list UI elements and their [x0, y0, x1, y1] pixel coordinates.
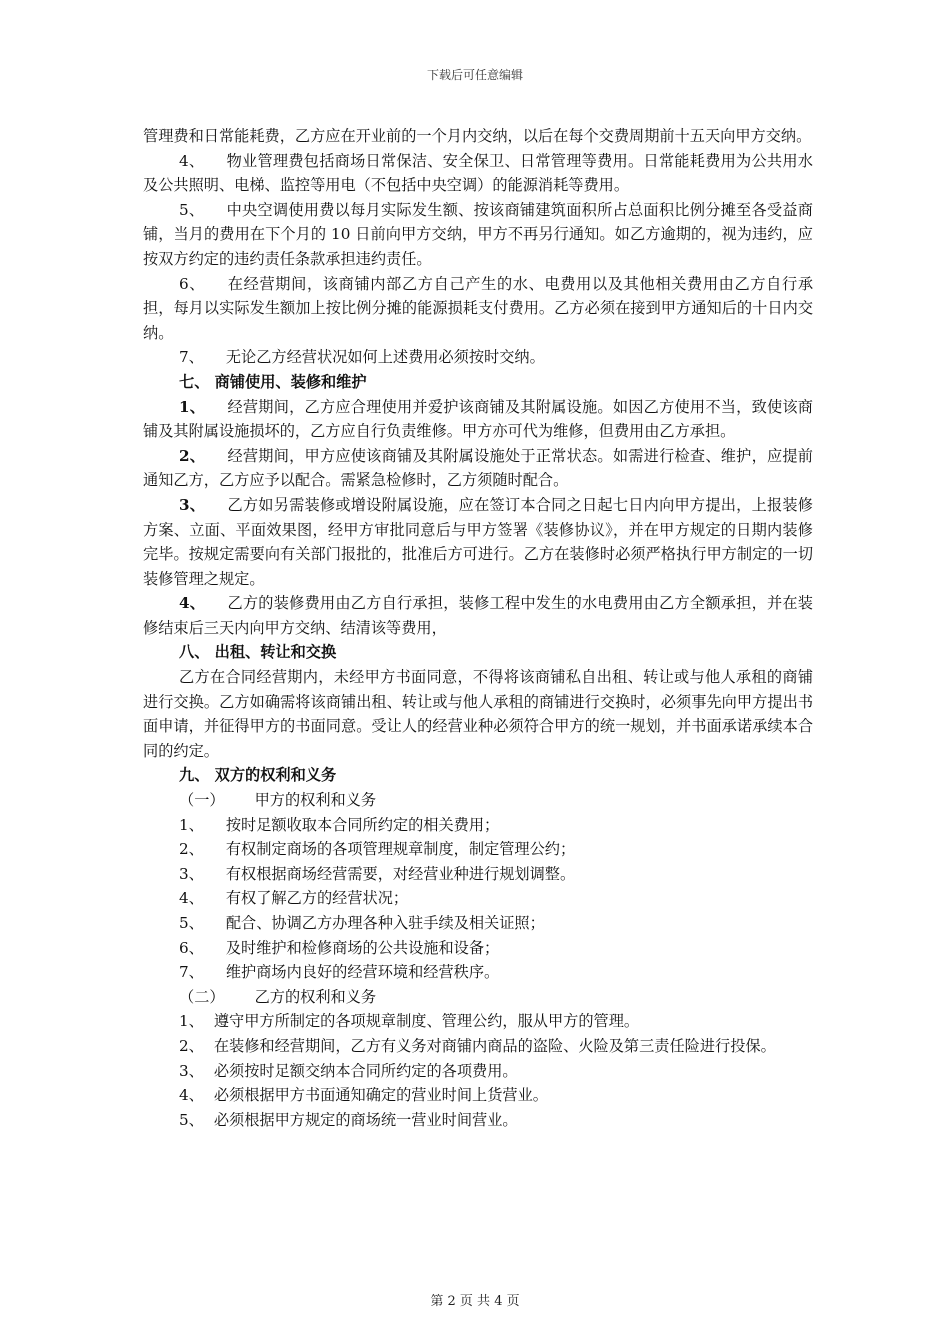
clause-text: 在经营期间，该商铺内部乙方自己产生的水、电费用以及其他相关费用由乙方自行承担，每月以实际发生额加上按比例分摊的能源损耗支付费用。乙方必须在接到甲方通知后的十日内交纳。 [143, 274, 814, 342]
page-header: 下载后可任意编辑 [426, 68, 523, 82]
item-text: 配合、协调乙方办理各种入驻手续及相关证照； [225, 914, 545, 932]
item-text: 必须根据甲方书面通知确定的营业时间上货营业。 [213, 1086, 548, 1105]
list-item [143, 960, 813, 985]
list-item [143, 813, 813, 838]
clause-8: 乙方在合同经营期内，未经甲方书面同意，不得将该商铺私自出租、转让或与他人承租的商铺进行交换。乙方如确需将该商铺出租、转让或与他人承租的商铺进行交换时，必须事先向甲方提出书面申请，并征得甲方的书面同意。受让人的经营业种必须符合甲方的统一规划，并书面承诺承续本合同的约定。 [143, 668, 813, 760]
item-number: 6、 [179, 938, 204, 957]
subsection-heading-9b [143, 985, 813, 1010]
clause-6-4 [143, 149, 813, 198]
clause-7-3 [143, 493, 813, 591]
list-item [143, 1034, 813, 1059]
document-body [143, 124, 813, 1132]
clause-text: 乙方的装修费用由乙方自行承担，装修工程中发生的水电费用由乙方全额承担，并在装修结束后三天内向甲方交纳、结清该等费用， [143, 594, 813, 637]
list-item [143, 1009, 813, 1034]
section-heading-7: 七、 商铺使用、装修和维护 [179, 372, 367, 391]
clause-number: 3、 [179, 495, 206, 514]
item-number: 3、 [179, 1061, 204, 1080]
item-number: 7、 [179, 963, 204, 982]
clause-number: 7、 [179, 348, 204, 367]
list-item [143, 1059, 813, 1084]
subsection-title: 乙方的权利和义务 [254, 987, 377, 1006]
clause-text: 中央空调使用费以每月实际发生额、按该商铺建筑面积所占总面积比例分摊至各受益商铺，当月的费用在下个月的 10 日前向甲方交纳，甲方不再另行通知。如乙方逾期的，视为违约，应按双方约定的违约责任条款承担违约责任。 [143, 200, 813, 268]
item-number: 5、 [179, 1110, 204, 1129]
clause-7-2 [143, 444, 813, 493]
item-number: 5、 [179, 914, 204, 932]
clause-text: 经营期间，甲方应使该商铺及其附属设施处于正常状态。如需进行检查、维护，应提前通知乙方，乙方应予以配合。需紧急检修时，乙方须随时配合。 [143, 446, 813, 490]
clause-text: 无论乙方经营状况如何上述费用必须按时交纳。 [225, 348, 545, 367]
clause-number: 1、 [179, 397, 206, 416]
item-text: 在装修和经营期间，乙方有义务对商铺内商品的盗险、火险及第三责任险进行投保。 [213, 1036, 776, 1055]
clause-text: 物业管理费包括商场日常保洁、安全保卫、日常管理等费用。日常能耗费用为公共用水及公共照明、电梯、监控等用电（不包括中央空调）的能源消耗等费用。 [143, 151, 813, 195]
clause-number: 4、 [179, 151, 205, 170]
clause-number: 2、 [179, 446, 206, 465]
list-item [143, 911, 813, 936]
clause-number: 6、 [179, 274, 206, 293]
section-heading-9: 九、 双方的权利和义务 [179, 766, 337, 785]
item-number: 2、 [179, 840, 204, 859]
list-item [143, 886, 813, 911]
list-item [143, 1083, 813, 1108]
item-text: 及时维护和检修商场的公共设施和设备； [225, 938, 500, 957]
item-text: 必须按时足额交纳本合同所约定的各项费用。 [213, 1061, 518, 1080]
item-number: 4、 [179, 889, 204, 908]
clause-text: 乙方如另需装修或增设附属设施，应在签订本合同之日起七日内向甲方提出，上报装修方案、立面、平面效果图，经甲方审批同意后与甲方签署《装修协议》，并在甲方规定的日期内装修完毕。按规定需要向有关部门报批的，批准后方可进行。乙方在装修时必须严格执行甲方制定的一切装修管理之规定。 [143, 495, 813, 588]
subsection-number: （二） [179, 987, 225, 1006]
paragraph: 管理费和日常能耗费，乙方应在开业前的一个月内交纳，以后在每个交费周期前十五天向甲方交纳。 [143, 127, 812, 145]
item-text: 有权根据商场经营需要，对经营业种进行规划调整。 [225, 864, 576, 883]
item-number: 2、 [179, 1036, 204, 1055]
item-text: 遵守甲方所制定的各项规章制度、管理公约，服从甲方的管理。 [213, 1012, 640, 1031]
list-item [143, 837, 813, 862]
list-item [143, 936, 813, 961]
clause-6-7 [143, 345, 813, 370]
subsection-number: （一） [179, 791, 225, 810]
clause-6-6 [143, 272, 813, 346]
item-number: 4、 [179, 1086, 204, 1105]
item-text: 必须根据甲方规定的商场统一营业时间营业。 [213, 1110, 518, 1129]
item-text: 有权制定商场的各项管理规章制度，制定管理公约； [225, 840, 576, 859]
clause-7-4 [143, 591, 813, 640]
clause-text: 经营期间，乙方应合理使用并爱护该商铺及其附属设施。如因乙方使用不当，致使该商铺及其附属设施损坏的，乙方应自行负责维修。甲方亦可代为维修，但费用由乙方承担。 [143, 397, 813, 441]
item-text: 有权了解乙方的经营状况； [225, 889, 409, 908]
section-heading-8: 八、 出租、转让和交换 [179, 643, 337, 662]
clause-7-1 [143, 395, 813, 444]
item-number: 1、 [179, 1012, 204, 1031]
item-text: 按时足额收取本合同所约定的相关费用； [225, 815, 500, 834]
item-number: 3、 [179, 864, 204, 883]
page-footer: 第 2 页 共 4 页 [430, 1294, 520, 1309]
item-number: 1、 [179, 815, 204, 834]
clause-number: 4、 [179, 594, 206, 613]
list-item [143, 1108, 813, 1133]
clause-number: 5、 [179, 200, 205, 219]
subsection-title: 甲方的权利和义务 [254, 791, 377, 810]
item-text: 维护商场内良好的经营环境和经营秩序。 [225, 963, 500, 982]
subsection-heading-9a [143, 788, 813, 813]
clause-6-5 [143, 198, 813, 272]
list-item [143, 862, 813, 887]
